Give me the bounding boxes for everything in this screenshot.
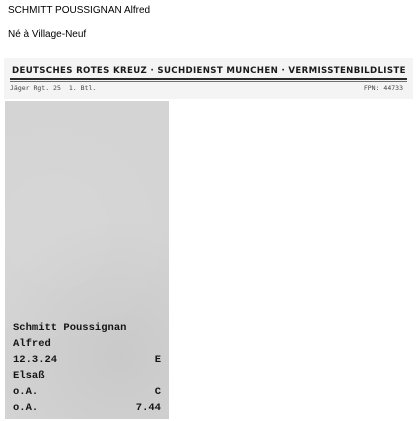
card-birth-date: 12.3.24	[13, 354, 58, 366]
card-row-5-right: C	[154, 386, 161, 398]
regiment-text: Jäger Rgt. 25	[10, 84, 61, 92]
card-given-name: Alfred	[13, 338, 51, 350]
record-name-caption: SCHMITT POUSSIGNAN Alfred	[8, 5, 151, 16]
battalion-text: 1. Btl.	[68, 84, 97, 92]
scanned-list-header	[4, 58, 413, 99]
card-birth-code: E	[154, 354, 161, 366]
card-row-5-left: o.A.	[13, 386, 39, 398]
list-banner-title: DEUTSCHES ROTES KREUZ · SUCHDIENST MUNCHEN · VERMISSTENBILDLISTE	[12, 66, 406, 76]
birthplace-caption: Né à Village-Neuf	[8, 29, 87, 40]
banner-underline	[10, 78, 407, 80]
card-row-6-right: 7.44	[135, 402, 161, 414]
card-row-6-left: o.A.	[13, 402, 39, 414]
field-post-number: FPN: 44733	[363, 84, 403, 92]
card-region: Elsaß	[13, 370, 45, 382]
unit-info	[10, 84, 96, 92]
card-birth-row	[13, 353, 161, 367]
card-row-5	[13, 385, 161, 399]
card-row-6	[13, 401, 161, 415]
banner-thin-rule	[10, 81, 407, 82]
scanned-id-card	[5, 101, 169, 419]
card-surname: Schmitt Poussignan	[13, 322, 127, 334]
